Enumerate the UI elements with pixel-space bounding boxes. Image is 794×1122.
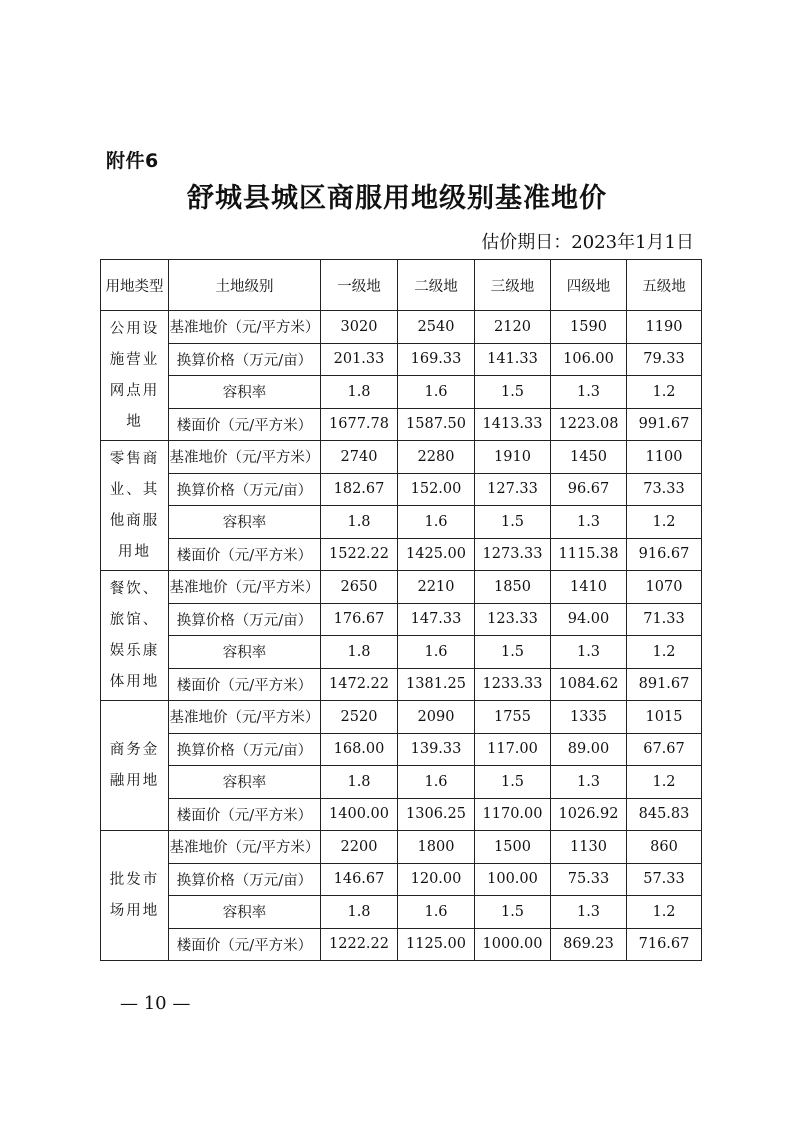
value-cell: 71.33 bbox=[627, 603, 702, 636]
value-cell: 1.2 bbox=[627, 376, 702, 409]
header-land-type: 用地类型 bbox=[101, 260, 169, 311]
metric-label: 容积率 bbox=[169, 766, 321, 799]
value-cell: 2740 bbox=[321, 441, 398, 474]
value-cell: 1677.78 bbox=[321, 408, 398, 441]
metric-label: 楼面价（元/平方米） bbox=[169, 928, 321, 961]
metric-label: 基准地价（元/平方米） bbox=[169, 311, 321, 344]
value-cell: 1.3 bbox=[551, 376, 627, 409]
value-cell: 96.67 bbox=[551, 473, 627, 506]
value-cell: 117.00 bbox=[475, 733, 551, 766]
metric-label: 容积率 bbox=[169, 896, 321, 929]
value-cell: 1472.22 bbox=[321, 668, 398, 701]
land-price-table bbox=[100, 259, 702, 961]
value-cell: 1850 bbox=[475, 571, 551, 604]
value-cell: 1.8 bbox=[321, 636, 398, 669]
table-row bbox=[101, 831, 702, 864]
table-row bbox=[101, 538, 702, 571]
value-cell: 1306.25 bbox=[398, 798, 475, 831]
header-land-grade: 土地级别 bbox=[169, 260, 321, 311]
table-row bbox=[101, 896, 702, 929]
metric-label: 容积率 bbox=[169, 506, 321, 539]
table-header-row bbox=[101, 260, 702, 311]
value-cell: 1070 bbox=[627, 571, 702, 604]
value-cell: 3020 bbox=[321, 311, 398, 344]
value-cell: 1000.00 bbox=[475, 928, 551, 961]
metric-label: 基准地价（元/平方米） bbox=[169, 831, 321, 864]
table-row bbox=[101, 473, 702, 506]
table-row bbox=[101, 603, 702, 636]
value-cell: 1.5 bbox=[475, 766, 551, 799]
value-cell: 201.33 bbox=[321, 343, 398, 376]
value-cell: 168.00 bbox=[321, 733, 398, 766]
value-cell: 1170.00 bbox=[475, 798, 551, 831]
metric-label: 换算价格（万元/亩） bbox=[169, 473, 321, 506]
value-cell: 1015 bbox=[627, 701, 702, 734]
value-cell: 1233.33 bbox=[475, 668, 551, 701]
value-cell: 1425.00 bbox=[398, 538, 475, 571]
value-cell: 869.23 bbox=[551, 928, 627, 961]
table-row bbox=[101, 636, 702, 669]
value-cell: 1223.08 bbox=[551, 408, 627, 441]
value-cell: 182.67 bbox=[321, 473, 398, 506]
land-use-type-cell bbox=[101, 441, 169, 571]
value-cell: 1500 bbox=[475, 831, 551, 864]
value-cell: 1.2 bbox=[627, 896, 702, 929]
value-cell: 1590 bbox=[551, 311, 627, 344]
table-row bbox=[101, 733, 702, 766]
value-cell: 2120 bbox=[475, 311, 551, 344]
value-cell: 1273.33 bbox=[475, 538, 551, 571]
table-row bbox=[101, 766, 702, 799]
value-cell: 1.5 bbox=[475, 376, 551, 409]
value-cell: 89.00 bbox=[551, 733, 627, 766]
value-cell: 176.67 bbox=[321, 603, 398, 636]
value-cell: 916.67 bbox=[627, 538, 702, 571]
metric-label: 换算价格（万元/亩） bbox=[169, 863, 321, 896]
value-cell: 146.67 bbox=[321, 863, 398, 896]
value-cell: 1587.50 bbox=[398, 408, 475, 441]
metric-label: 楼面价（元/平方米） bbox=[169, 538, 321, 571]
value-cell: 845.83 bbox=[627, 798, 702, 831]
value-cell: 1755 bbox=[475, 701, 551, 734]
value-cell: 1.5 bbox=[475, 896, 551, 929]
value-cell: 2650 bbox=[321, 571, 398, 604]
value-cell: 75.33 bbox=[551, 863, 627, 896]
page-number: — 10 — bbox=[120, 993, 191, 1014]
metric-label: 换算价格（万元/亩） bbox=[169, 603, 321, 636]
value-cell: 123.33 bbox=[475, 603, 551, 636]
header-grade-3: 三级地 bbox=[475, 260, 551, 311]
land-use-type-label: 零售商业、其他商服用地 bbox=[109, 450, 160, 560]
value-cell: 1.6 bbox=[398, 376, 475, 409]
value-cell: 73.33 bbox=[627, 473, 702, 506]
value-cell: 2210 bbox=[398, 571, 475, 604]
metric-label: 换算价格（万元/亩） bbox=[169, 733, 321, 766]
value-cell: 1.2 bbox=[627, 636, 702, 669]
table-row bbox=[101, 798, 702, 831]
valuation-date: 估价期日：2023年1月1日 bbox=[481, 232, 694, 253]
value-cell: 1450 bbox=[551, 441, 627, 474]
value-cell: 1335 bbox=[551, 701, 627, 734]
metric-label: 基准地价（元/平方米） bbox=[169, 441, 321, 474]
value-cell: 1.8 bbox=[321, 376, 398, 409]
land-use-type-cell bbox=[101, 311, 169, 441]
value-cell: 1400.00 bbox=[321, 798, 398, 831]
metric-label: 楼面价（元/平方米） bbox=[169, 668, 321, 701]
land-use-type-cell bbox=[101, 571, 169, 701]
value-cell: 1381.25 bbox=[398, 668, 475, 701]
value-cell: 1.3 bbox=[551, 896, 627, 929]
value-cell: 2200 bbox=[321, 831, 398, 864]
value-cell: 100.00 bbox=[475, 863, 551, 896]
value-cell: 67.67 bbox=[627, 733, 702, 766]
value-cell: 1.8 bbox=[321, 766, 398, 799]
table-row bbox=[101, 376, 702, 409]
table-row bbox=[101, 701, 702, 734]
header-grade-4: 四级地 bbox=[551, 260, 627, 311]
value-cell: 991.67 bbox=[627, 408, 702, 441]
value-cell: 57.33 bbox=[627, 863, 702, 896]
table-row bbox=[101, 863, 702, 896]
table-row bbox=[101, 668, 702, 701]
value-cell: 2540 bbox=[398, 311, 475, 344]
value-cell: 860 bbox=[627, 831, 702, 864]
value-cell: 1125.00 bbox=[398, 928, 475, 961]
value-cell: 1800 bbox=[398, 831, 475, 864]
value-cell: 169.33 bbox=[398, 343, 475, 376]
land-use-type-label: 餐饮、旅馆、娱乐康体用地 bbox=[109, 580, 160, 690]
value-cell: 120.00 bbox=[398, 863, 475, 896]
land-use-type-label: 商务金融用地 bbox=[109, 741, 160, 789]
value-cell: 79.33 bbox=[627, 343, 702, 376]
metric-label: 基准地价（元/平方米） bbox=[169, 701, 321, 734]
value-cell: 891.67 bbox=[627, 668, 702, 701]
land-use-type-label: 公用设施营业网点用地 bbox=[109, 320, 160, 430]
metric-label: 换算价格（万元/亩） bbox=[169, 343, 321, 376]
value-cell: 1.2 bbox=[627, 506, 702, 539]
metric-label: 楼面价（元/平方米） bbox=[169, 798, 321, 831]
header-grade-2: 二级地 bbox=[398, 260, 475, 311]
value-cell: 1026.92 bbox=[551, 798, 627, 831]
value-cell: 1.6 bbox=[398, 506, 475, 539]
value-cell: 1.5 bbox=[475, 506, 551, 539]
value-cell: 1.2 bbox=[627, 766, 702, 799]
header-grade-1: 一级地 bbox=[321, 260, 398, 311]
value-cell: 1.6 bbox=[398, 636, 475, 669]
metric-label: 基准地价（元/平方米） bbox=[169, 571, 321, 604]
metric-label: 容积率 bbox=[169, 636, 321, 669]
value-cell: 1.6 bbox=[398, 766, 475, 799]
table-row bbox=[101, 571, 702, 604]
metric-label: 楼面价（元/平方米） bbox=[169, 408, 321, 441]
land-use-type-label: 批发市场用地 bbox=[109, 871, 160, 919]
value-cell: 1115.38 bbox=[551, 538, 627, 571]
value-cell: 1222.22 bbox=[321, 928, 398, 961]
table-row bbox=[101, 506, 702, 539]
value-cell: 1100 bbox=[627, 441, 702, 474]
header-grade-5: 五级地 bbox=[627, 260, 702, 311]
value-cell: 139.33 bbox=[398, 733, 475, 766]
value-cell: 1910 bbox=[475, 441, 551, 474]
value-cell: 106.00 bbox=[551, 343, 627, 376]
value-cell: 1522.22 bbox=[321, 538, 398, 571]
value-cell: 1130 bbox=[551, 831, 627, 864]
value-cell: 2090 bbox=[398, 701, 475, 734]
land-use-type-cell bbox=[101, 701, 169, 831]
value-cell: 1.3 bbox=[551, 766, 627, 799]
table-row bbox=[101, 343, 702, 376]
value-cell: 141.33 bbox=[475, 343, 551, 376]
value-cell: 716.67 bbox=[627, 928, 702, 961]
table-row bbox=[101, 311, 702, 344]
metric-label: 容积率 bbox=[169, 376, 321, 409]
value-cell: 1.5 bbox=[475, 636, 551, 669]
attachment-label: 附件6 bbox=[106, 150, 159, 172]
page-title: 舒城县城区商服用地级别基准地价 bbox=[187, 183, 607, 214]
value-cell: 1190 bbox=[627, 311, 702, 344]
value-cell: 152.00 bbox=[398, 473, 475, 506]
value-cell: 1.8 bbox=[321, 506, 398, 539]
table-row bbox=[101, 441, 702, 474]
value-cell: 1.3 bbox=[551, 506, 627, 539]
value-cell: 1.8 bbox=[321, 896, 398, 929]
land-use-type-cell bbox=[101, 831, 169, 961]
value-cell: 2520 bbox=[321, 701, 398, 734]
value-cell: 1410 bbox=[551, 571, 627, 604]
value-cell: 147.33 bbox=[398, 603, 475, 636]
value-cell: 127.33 bbox=[475, 473, 551, 506]
value-cell: 1.3 bbox=[551, 636, 627, 669]
value-cell: 1.6 bbox=[398, 896, 475, 929]
table-row bbox=[101, 408, 702, 441]
value-cell: 1084.62 bbox=[551, 668, 627, 701]
value-cell: 94.00 bbox=[551, 603, 627, 636]
value-cell: 2280 bbox=[398, 441, 475, 474]
table-row bbox=[101, 928, 702, 961]
value-cell: 1413.33 bbox=[475, 408, 551, 441]
